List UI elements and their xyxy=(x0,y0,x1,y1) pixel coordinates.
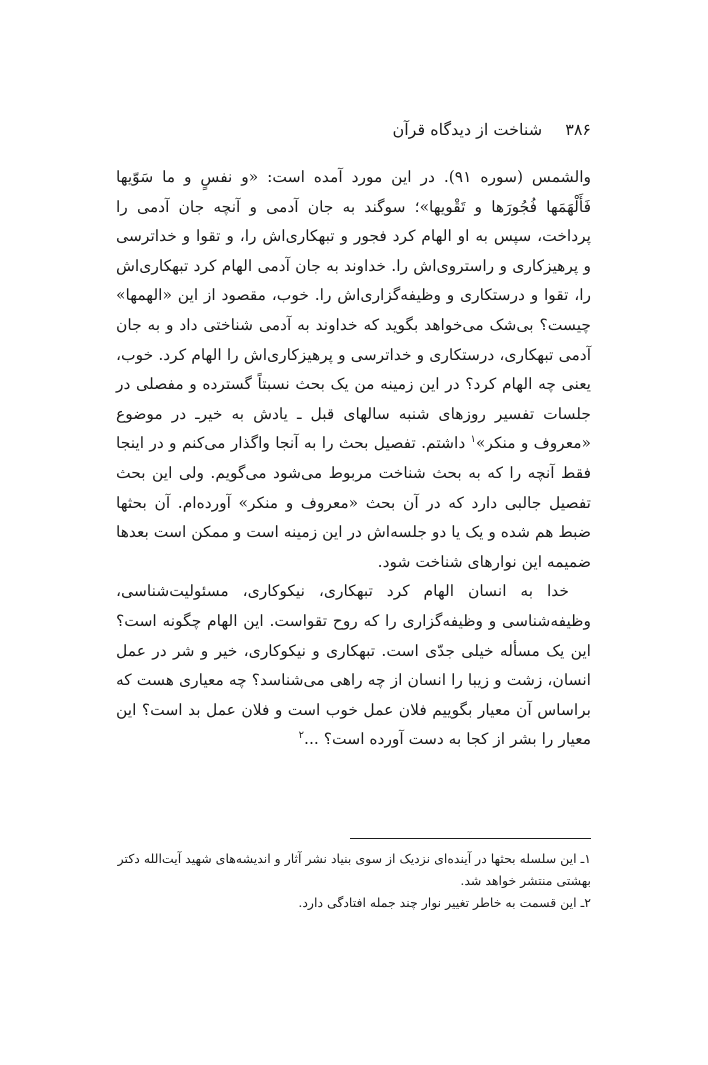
paragraph-1 xyxy=(116,163,591,577)
footnote-2: ۲ـ این قسمت به خاطر تغییر نوار چند جمله افتادگی دارد. xyxy=(298,895,591,910)
paragraph-1-text: والشمس (سوره ۹۱). در این مورد آمده است: «و نفسٍ و ما سَوّیها فَأَلْهَمَها فُجُورَها و تَقْویها»؛ سوگند به جان آدمی و آنچه جان آدمی را پرداخت، سپس به او الهام کرد فجور و تبهکاری‌اش را، و تقوا و خداترسی و پرهیزکاری و راستروی‌اش را. خداوند به جان آدمی الهام کرد تبهکاری‌اش را، تقوا و درستکاری و وظیفه‌گزاری‌اش را. خوب، مقصود از این «الهمها» چیست؟ بی‌شک می‌خواهد بگوید که خداوند به آدمی شناختی داد و به جان آدمی تبهکاری، درستکاری و خداترسی و پرهیزکاری‌اش را الهام کرد. خوب، یعنی چه الهام کرد؟ در این زمینه من یک بحث نسبتاً گسترده و مفصلی در جلسات تفسیر روزهای شنبه سالهای قبل ـ یادش به خیرـ در موضوع «معروف و منکر» xyxy=(116,168,591,453)
paragraph-2 xyxy=(116,577,591,755)
footnote-ref-1: ۱ xyxy=(470,434,476,446)
running-header xyxy=(111,118,591,142)
paragraph-2-text: خدا به انسان الهام کرد تبهکاری، نیکوکاری، مسئولیت‌شناسی، وظیفه‌شناسی و وظیفه‌گزاری را که روح تقواست. این الهام چگونه است؟ این یک مسأله خیلی جدّی است. تبهکاری و نیکوکاری، خیر و شر در عمل انسان، زشت و زیبا را انسان از چه راهی می‌شناسد؟ چه معیاری هست که براساس آن معیار بگوییم فلان عمل خوب است و فلان عمل بد است؟ این معیار را بشر از کجا به دست آورده است؟ ... xyxy=(116,582,591,749)
footnote-1: ۱ـ این سلسله بحثها در آینده‌ای نزدیک از سوی بنیاد نشر آثار و اندیشه‌های شهید آیت‌الله دکتر بهشتی منتشر خواهد شد. xyxy=(117,851,591,888)
main-text xyxy=(116,163,591,755)
running-title: شناخت از دیدگاه قرآن xyxy=(392,120,543,139)
footnote-ref-2: ۲ xyxy=(298,730,305,742)
paragraph-1-tail: داشتم. تفصیل بحث را به آنجا واگذار می‌کنم و در اینجا فقط آنچه را که به بحث شناخت مربوط می‌شود می‌گویم. ولی این بحث تفصیل جالبی دارد که در آن بحث «معروف و منکر» آورده‌ام. آن بحثها ضبط هم شده و یک یا دو جلسه‌اش در این زمینه است و ممکن است بعدها ضمیمه این نوارهای شناخت شود. xyxy=(116,434,591,571)
footnotes xyxy=(116,848,591,914)
footnote-divider xyxy=(350,838,591,839)
page-number: ۳۸۶ xyxy=(565,120,591,139)
